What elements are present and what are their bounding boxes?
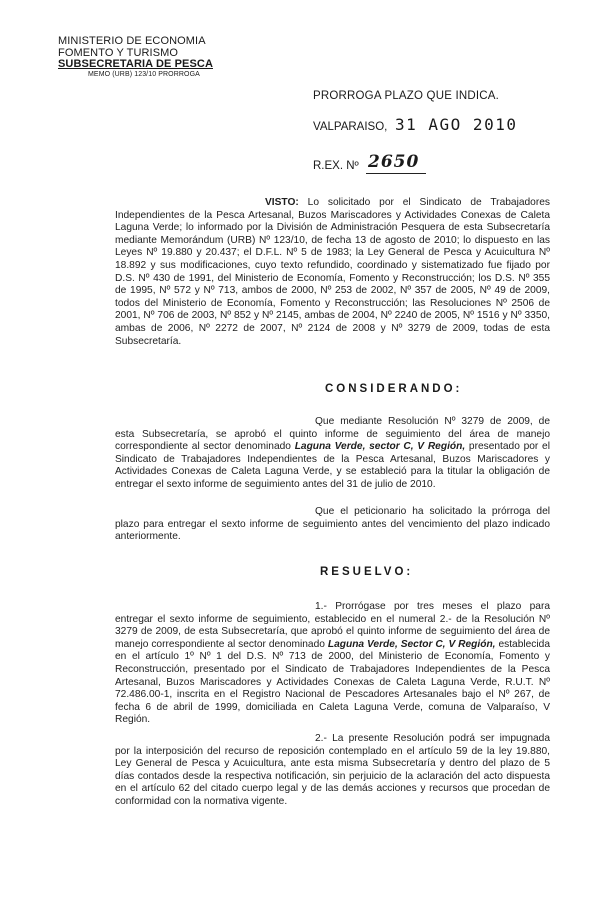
visto-text: Lo solicitado por el Sindicato de Trabajadores Independientes de la Pesca Artesanal, Buzos Mariscadores y Actividades Conexas de Caleta Laguna Verde; lo informado por la División de Administración Pesquera de esta Subsecretaría mediante Memorándum (URB) Nº 123/10, de fecha 13 de agosto de 2010; lo dispuesto en las Leyes Nº 19.880 y 20.437; el D.F.L. Nº 5 de 1983; la Ley General de Pesca y Acuicultura Nº 18.892 y sus modificaciones, cuyo texto refundido, coordinado y sistematizado fue fijado por D.S. Nº 430 de 1991, del Ministerio de Economía, Fomento y Reconstrucción; los D.S. Nº 355 de 1995, Nº 572 y Nº 713, ambos de 2000, Nº 253 de 2002, Nº 357 de 2005, Nº 49 de 2009, todos del Ministerio de Economía, Fomento y Reconstrucción; las Resoluciones Nº 2506 de 2001, Nº 706 de 2003, Nº 852 y Nº 2145, ambas de 2004, Nº 2240 de 2005, Nº 1516 y Nº 3350, ambas de 2006, Nº 2272 de 2007, Nº 2124 de 2008 y Nº 3279 de 2009, todas de esta Subsecretaría. [115,197,550,347]
considerando-p1-sector: Laguna Verde, sector C, V Región, [294,441,466,453]
undersecretariat-name: SUBSECRETARIA DE PESCA [58,58,213,70]
resolution-label: R.EX. Nº [313,160,359,172]
ministry-subtitle: FOMENTO Y TURISMO [58,46,179,59]
resuelvo-p1-text-a: 1.- Prorrógase por tres meses el plazo para entregar el sexto informe de seguimiento, establecido en el numeral 2.- de la Resolución Nº 3279 de 2009, de esta Subsecretaría, que aprobó el quinto informe de seguimiento del área de manejo correspondiente al sector denominado [115,601,550,650]
document-place: VALPARAISO, [313,121,388,133]
resuelvo-heading: RESUELVO: [320,566,414,578]
resuelvo-paragraph-2 [115,733,550,809]
considerando-p2-text: Que el peticionario ha solicitado la prórroga del plazo para entregar el sexto informe de seguimiento antes del vencimiento del plazo indicado anteriormente. [115,506,550,543]
resolution-number: 2650 [368,152,420,172]
institution-header [58,36,213,79]
document-date-stamp: 31 AGO 2010 [395,115,518,134]
resolution-number-underline [366,173,426,174]
document-subject: PRORROGA PLAZO QUE INDICA. [313,90,500,102]
ministry-name: MINISTERIO DE ECONOMIA [58,35,206,47]
resuelvo-p1-text-b: establecida en el artículo 1º Nº 1 del D.S. Nº 713 de 2000, del Ministerio de Economía, Fomento y Reconstrucción, presentado por el Sindicato de Trabajadores Independientes de la Pesca Artesanal, Buzos Mariscadores y Actividades Conexas de Caleta Laguna Verde, R.U.T. Nº 72.486.00-1, inscrita en el Registro Nacional de Pescadores Artesanales bajo el Nº 267, de fecha 6 de abril de 1999, domiciliada en Caleta Laguna Verde, comuna de Valparaíso, V Región. [115,638,550,726]
resuelvo-p1-sector: Laguna Verde, Sector C, V Región, [327,638,496,650]
resuelvo-p2-text: 2.- La presente Resolución podrá ser impugnada por la interposición del recurso de reposición contemplado en el artículo 59 de la ley 19.880, Ley General de Pesca y Acuicultura, ante esta misma Subsecretaría y dentro del plazo de 5 días contados desde la respectiva notificación, sin perjuicio de la aclaración del acto dispuesta en el artículo 62 del citado cuerpo legal y de las demás acciones y recursos que procedan de conformidad con la normativa vigente. [115,733,550,807]
resuelvo-paragraph-1 [115,601,550,727]
considerando-paragraph-1 [115,416,550,492]
memo-reference: MEMO (URB) 123/10 PRORROGA [88,70,200,78]
visto-label: VISTO: [265,197,299,208]
considerando-p1-text-a: Que mediante Resolución Nº 3279 de 2009, de esta Subsecretaría, se aprobó el quinto informe de seguimiento del área de manejo correspondiente al sector denominado [115,416,550,453]
visto-paragraph [115,197,550,348]
considerando-heading: CONSIDERANDO: [325,383,463,395]
considerando-p1-text-b: presentado por el Sindicato de Trabajadores Independientes de la Pesca Artesanal, Buzos Mariscadores y Actividades Conexas de Caleta Laguna Verde, y se estableció para la titular la obligación de entregar el sexto informe de seguimiento antes del 31 de julio de 2010. [115,441,550,490]
considerando-paragraph-2 [115,506,550,544]
